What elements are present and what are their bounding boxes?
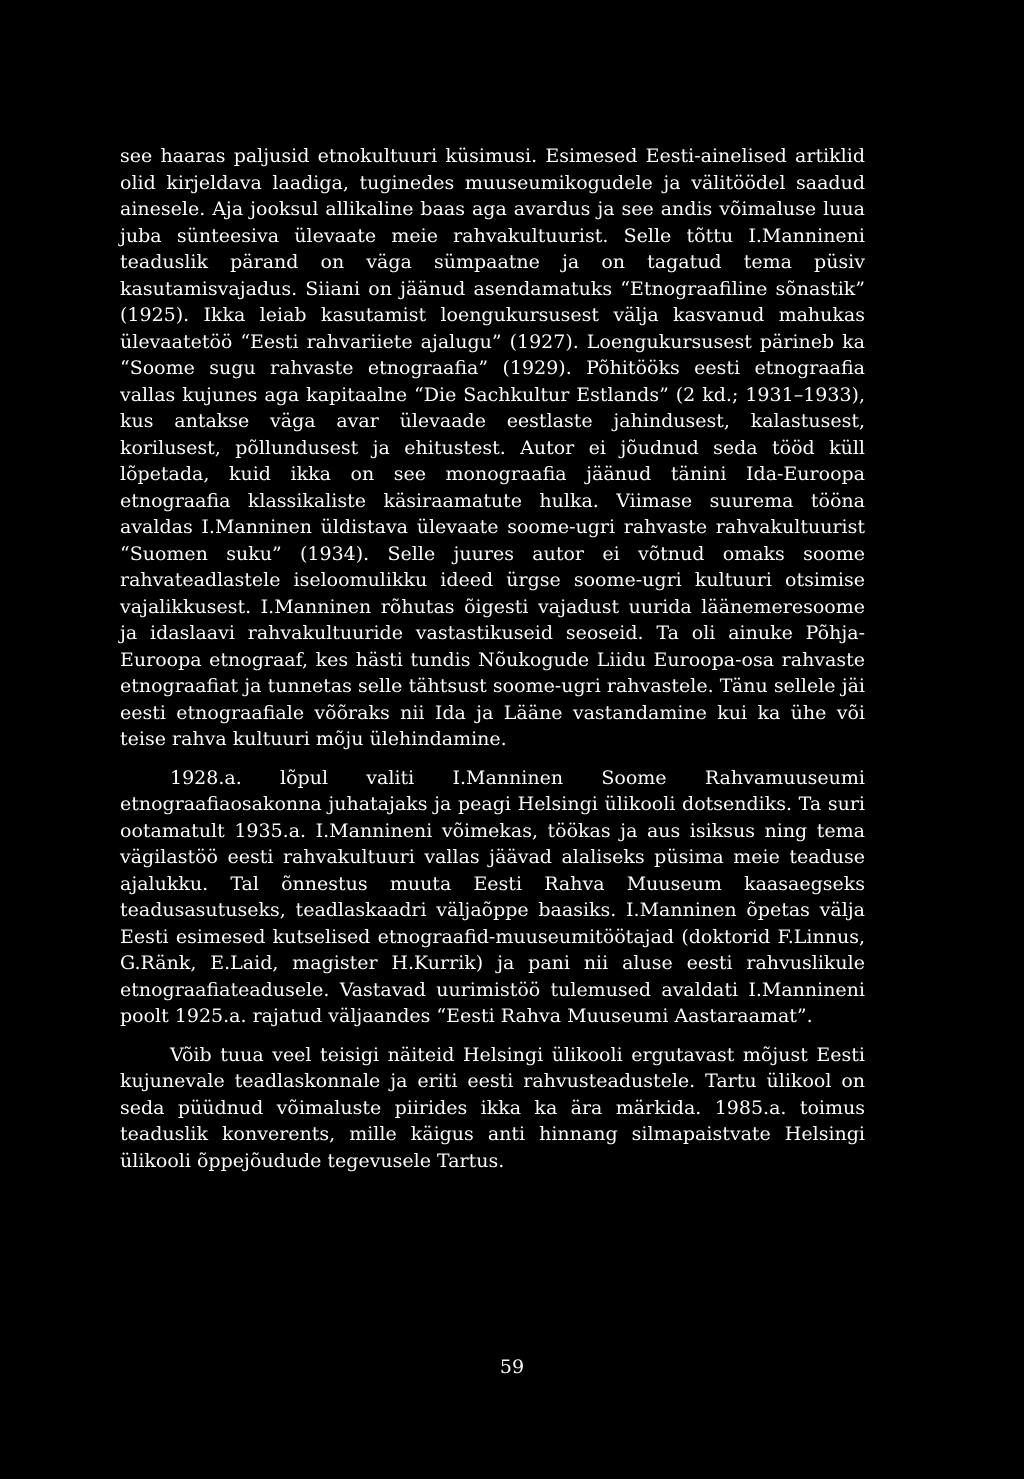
paragraph-3: Võib tuua veel teisigi näiteid Helsingi ülikooli ergutavast mõjust Eesti kujunevale teadlaskonnale ja eriti eesti rahvusteadustele. Tartu ülikool on seda püüdnud võimaluste piirides ikka ka ära märkida. 1985.a. toimus teaduslik konverents, mille käigus anti hinnang silmapaistvate Helsingi ülikooli õppejõudude tegevusele Tartus. [120,1043,865,1172]
paragraph-1: see haaras paljusid etnokultuuri küsimusi. Esimesed Eesti-ainelised artiklid olid kirjeldava laadiga, tuginedes muuseumikogudele ja välitöödel saadud ainesele. Aja jooksul allikaline baas aga avardus ja see andis võimaluse luua juba sünteesiva ülevaate meie rahvakultuurist. Selle tõttu I.Mannineni teaduslik pärand on väga sümpaatne ja on tagatud tema püsiv kasutamisvajadus. Siiani on jäänud asendamatuks “Etnograafiline sõnastik” (1925). Ikka leiab kasutamist loengukursusest välja kasvanud mahukas ülevaatetöö “Eesti rahvariiete ajalugu” (1927). Loengukursusest pärineb ka “Soome sugu rahvaste etnograafia” (1929). Põhitööks eesti etnograafia vallas kujunes aga kapitaalne “Die Sachkultur Estlands” (2 kd.; 1931–1933), kus antakse väga avar ülevaade eestlaste jahindusest, kalastusest, korilusest, põllundusest ja ehitustest. Autor ei jõudnud seda tööd küll lõpetada, kuid ikka on see monograafia jäänud tänini Ida-Euroopa etnograafia klassikaliste käsiraamatute hulka. Viimase suurema tööna avaldas I.Manninen üldistava ülevaate soome-ugri rahvaste rahvakultuurist “Suomen suku” (1934). Selle juures autor ei võtnud omaks soome rahvateadlastele iseloomulikku ideed ürgse soome-ugri kultuuri otsimise vajalikkusest. I.Manninen rõhutas õigesti vajadust uurida läänemeresoome ja idaslaavi rahvakultuuride vastastikuseid seoseid. Ta oli ainuke Põhja-Euroopa etnograaf, kes hästi tundis Nõukogude Liidu Euroopa-osa rahvaste etnograafiat ja tunnetas selle tähtsust soome-ugri rahvastele. Tänu sellele jäi eesti etnograafiale võõraks nii Ida ja Lääne vastandamine kui ka ühe või teise rahva kultuuri mõju ülehindamine. [120,145,865,750]
body-text [120,143,865,1174]
page-number: 59 [499,1356,525,1378]
paragraph-2: 1928.a. lõpul valiti I.Manninen Soome Rahvamuuseumi etnograafiaosakonna juhatajaks ja peagi Helsingi ülikooli dotsendiks. Ta suri ootamatult 1935.a. I.Mannineni võimekas, töökas ja aus isiksus ning tema vägilastöö eesti rahvakultuuri vallas jäävad alaliseks püsima meie teaduse ajalukku. Tal õnnestus muuta Eesti Rahva Muuseum kaasaegseks teadusasutuseks, teadlaskaadri väljaõppe baasiks. I.Manninen õpetas välja Eesti esimesed kutselised etnograafid-muuseumitöötajad (doktorid F.Linnus, G.Ränk, E.Laid, magister H.Kurrik) ja pani nii aluse eesti rahvuslikule etnograafiateadusele. Vastavad uurimistöö tulemused avaldati I.Mannineni poolt 1925.a. rajatud väljaandes “Eesti Rahva Muuseumi Aastaraamat”. [120,766,865,1027]
